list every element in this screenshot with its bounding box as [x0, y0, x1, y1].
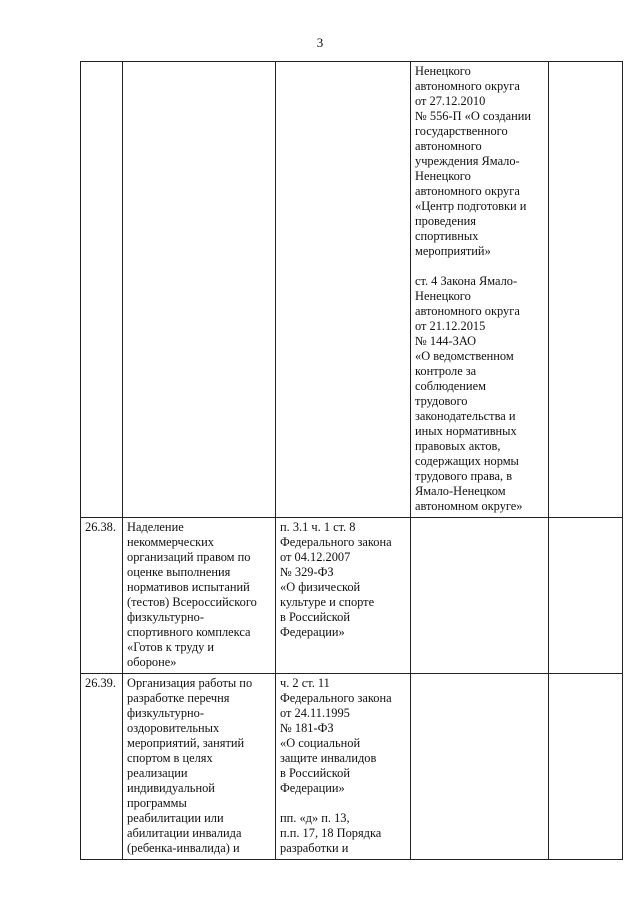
measure-name-cell [123, 62, 276, 518]
page-number: 3 [316, 35, 324, 50]
notes-cell [549, 518, 623, 674]
regional-basis-cell [411, 518, 549, 674]
text-line: проведения [415, 214, 476, 228]
text-line: «О физической [280, 580, 361, 594]
text-line: (тестов) Всероссийского [127, 595, 257, 609]
text-line: некоммерческих [127, 535, 214, 549]
text-line: от 24.11.1995 [280, 706, 350, 720]
text-line: оценке выполнения [127, 565, 231, 579]
text-line: автономного округа [415, 304, 520, 318]
text-line: «Готов к труду и [127, 640, 215, 654]
text-line: содержащих нормы [415, 454, 519, 468]
text-line: обороне» [127, 655, 177, 669]
text-line: реализации [127, 766, 188, 780]
federal-basis-cell [276, 518, 411, 674]
notes-cell [549, 674, 623, 860]
text-line: в Российской [280, 766, 351, 780]
notes-cell [549, 62, 623, 518]
text-line: мероприятий» [415, 244, 491, 258]
text-line: культуре и спорте [280, 595, 375, 609]
text-line: п.п. 17, 18 Порядка [280, 826, 382, 840]
table-row [81, 62, 623, 518]
table-row [81, 674, 623, 860]
text-line: автономного округа [415, 79, 520, 93]
text-line: № 181-ФЗ [280, 721, 334, 735]
text-line: (ребенка-инвалида) и [127, 841, 240, 855]
text-line: контроле за [415, 364, 477, 378]
text-line: Наделение [127, 520, 184, 534]
text-line: индивидуальной [127, 781, 215, 795]
text-line: ч. 2 ст. 11 [280, 676, 330, 690]
text-line: учреждения Ямало- [415, 154, 520, 168]
text-line: ст. 4 Закона Ямало- [415, 274, 518, 288]
text-line: трудового права, в [415, 469, 513, 483]
row-number-cell [81, 518, 123, 674]
text-line: физкультурно- [127, 610, 205, 624]
text-line: мероприятий, занятий [127, 736, 245, 750]
text-line: «Центр подготовки и [415, 199, 527, 213]
text-line: трудового [415, 394, 468, 408]
federal-basis-cell [276, 62, 411, 518]
table-row [81, 518, 623, 674]
text-line: автономном округе» [415, 499, 523, 513]
text-line: № 144-ЗАО [415, 334, 477, 348]
text-line: спортивных [415, 229, 479, 243]
paragraph-gap [415, 259, 544, 274]
text-line: разработки и [280, 841, 349, 855]
text-line: защите инвалидов [280, 751, 377, 765]
text-line: «О ведомственном [415, 349, 514, 363]
text-line: нормативов испытаний [127, 580, 250, 594]
text-line: от 21.12.2015 [415, 319, 486, 333]
text-line: разработке перечня [127, 691, 230, 705]
text-line: соблюдением [415, 379, 486, 393]
text-line: реабилитации или [127, 811, 224, 825]
text-line: Организация работы по [127, 676, 253, 690]
text-line: № 329-ФЗ [280, 565, 334, 579]
text-line: абилитации инвалида [127, 826, 242, 840]
text-line: № 556-П «О создании [415, 109, 531, 123]
text-line: автономного [415, 139, 482, 153]
text-line: пп. «д» п. 13, [280, 811, 350, 825]
text-line: автономного округа [415, 184, 520, 198]
text-line: иных нормативных [415, 424, 517, 438]
text-line: от 04.12.2007 [280, 550, 351, 564]
text-line: Федерального закона [280, 535, 392, 549]
federal-basis-cell [276, 674, 411, 860]
text-line: законодательства и [415, 409, 516, 423]
text-line: спортом в целях [127, 751, 213, 765]
text-line: программы [127, 796, 187, 810]
text-line: физкультурно- [127, 706, 205, 720]
regulation-table [80, 61, 623, 860]
measure-name-cell [123, 674, 276, 860]
text-line: Ненецкого [415, 169, 471, 183]
text-line: в Российской [280, 610, 351, 624]
text-line: Ненецкого [415, 64, 471, 78]
text-line: организаций правом по [127, 550, 251, 564]
regional-basis-cell [411, 62, 549, 518]
text-line: Ямало-Ненецком [415, 484, 506, 498]
regional-basis-cell [411, 674, 549, 860]
text-line: от 27.12.2010 [415, 94, 486, 108]
text-line: «О социальной [280, 736, 361, 750]
row-number-cell [81, 62, 123, 518]
text-line: спортивного комплекса [127, 625, 251, 639]
text-line: Ненецкого [415, 289, 471, 303]
text-line: п. 3.1 ч. 1 ст. 8 [280, 520, 356, 534]
row-number: 26.38. [85, 520, 116, 534]
text-line: оздоровительных [127, 721, 220, 735]
row-number: 26.39. [85, 676, 116, 690]
text-line: правовых актов, [415, 439, 501, 453]
text-line: Федерации» [280, 625, 345, 639]
paragraph-gap [280, 796, 406, 811]
text-line: Федерации» [280, 781, 345, 795]
measure-name-cell [123, 518, 276, 674]
text-line: Федерального закона [280, 691, 392, 705]
row-number-cell [81, 674, 123, 860]
text-line: государственного [415, 124, 508, 138]
